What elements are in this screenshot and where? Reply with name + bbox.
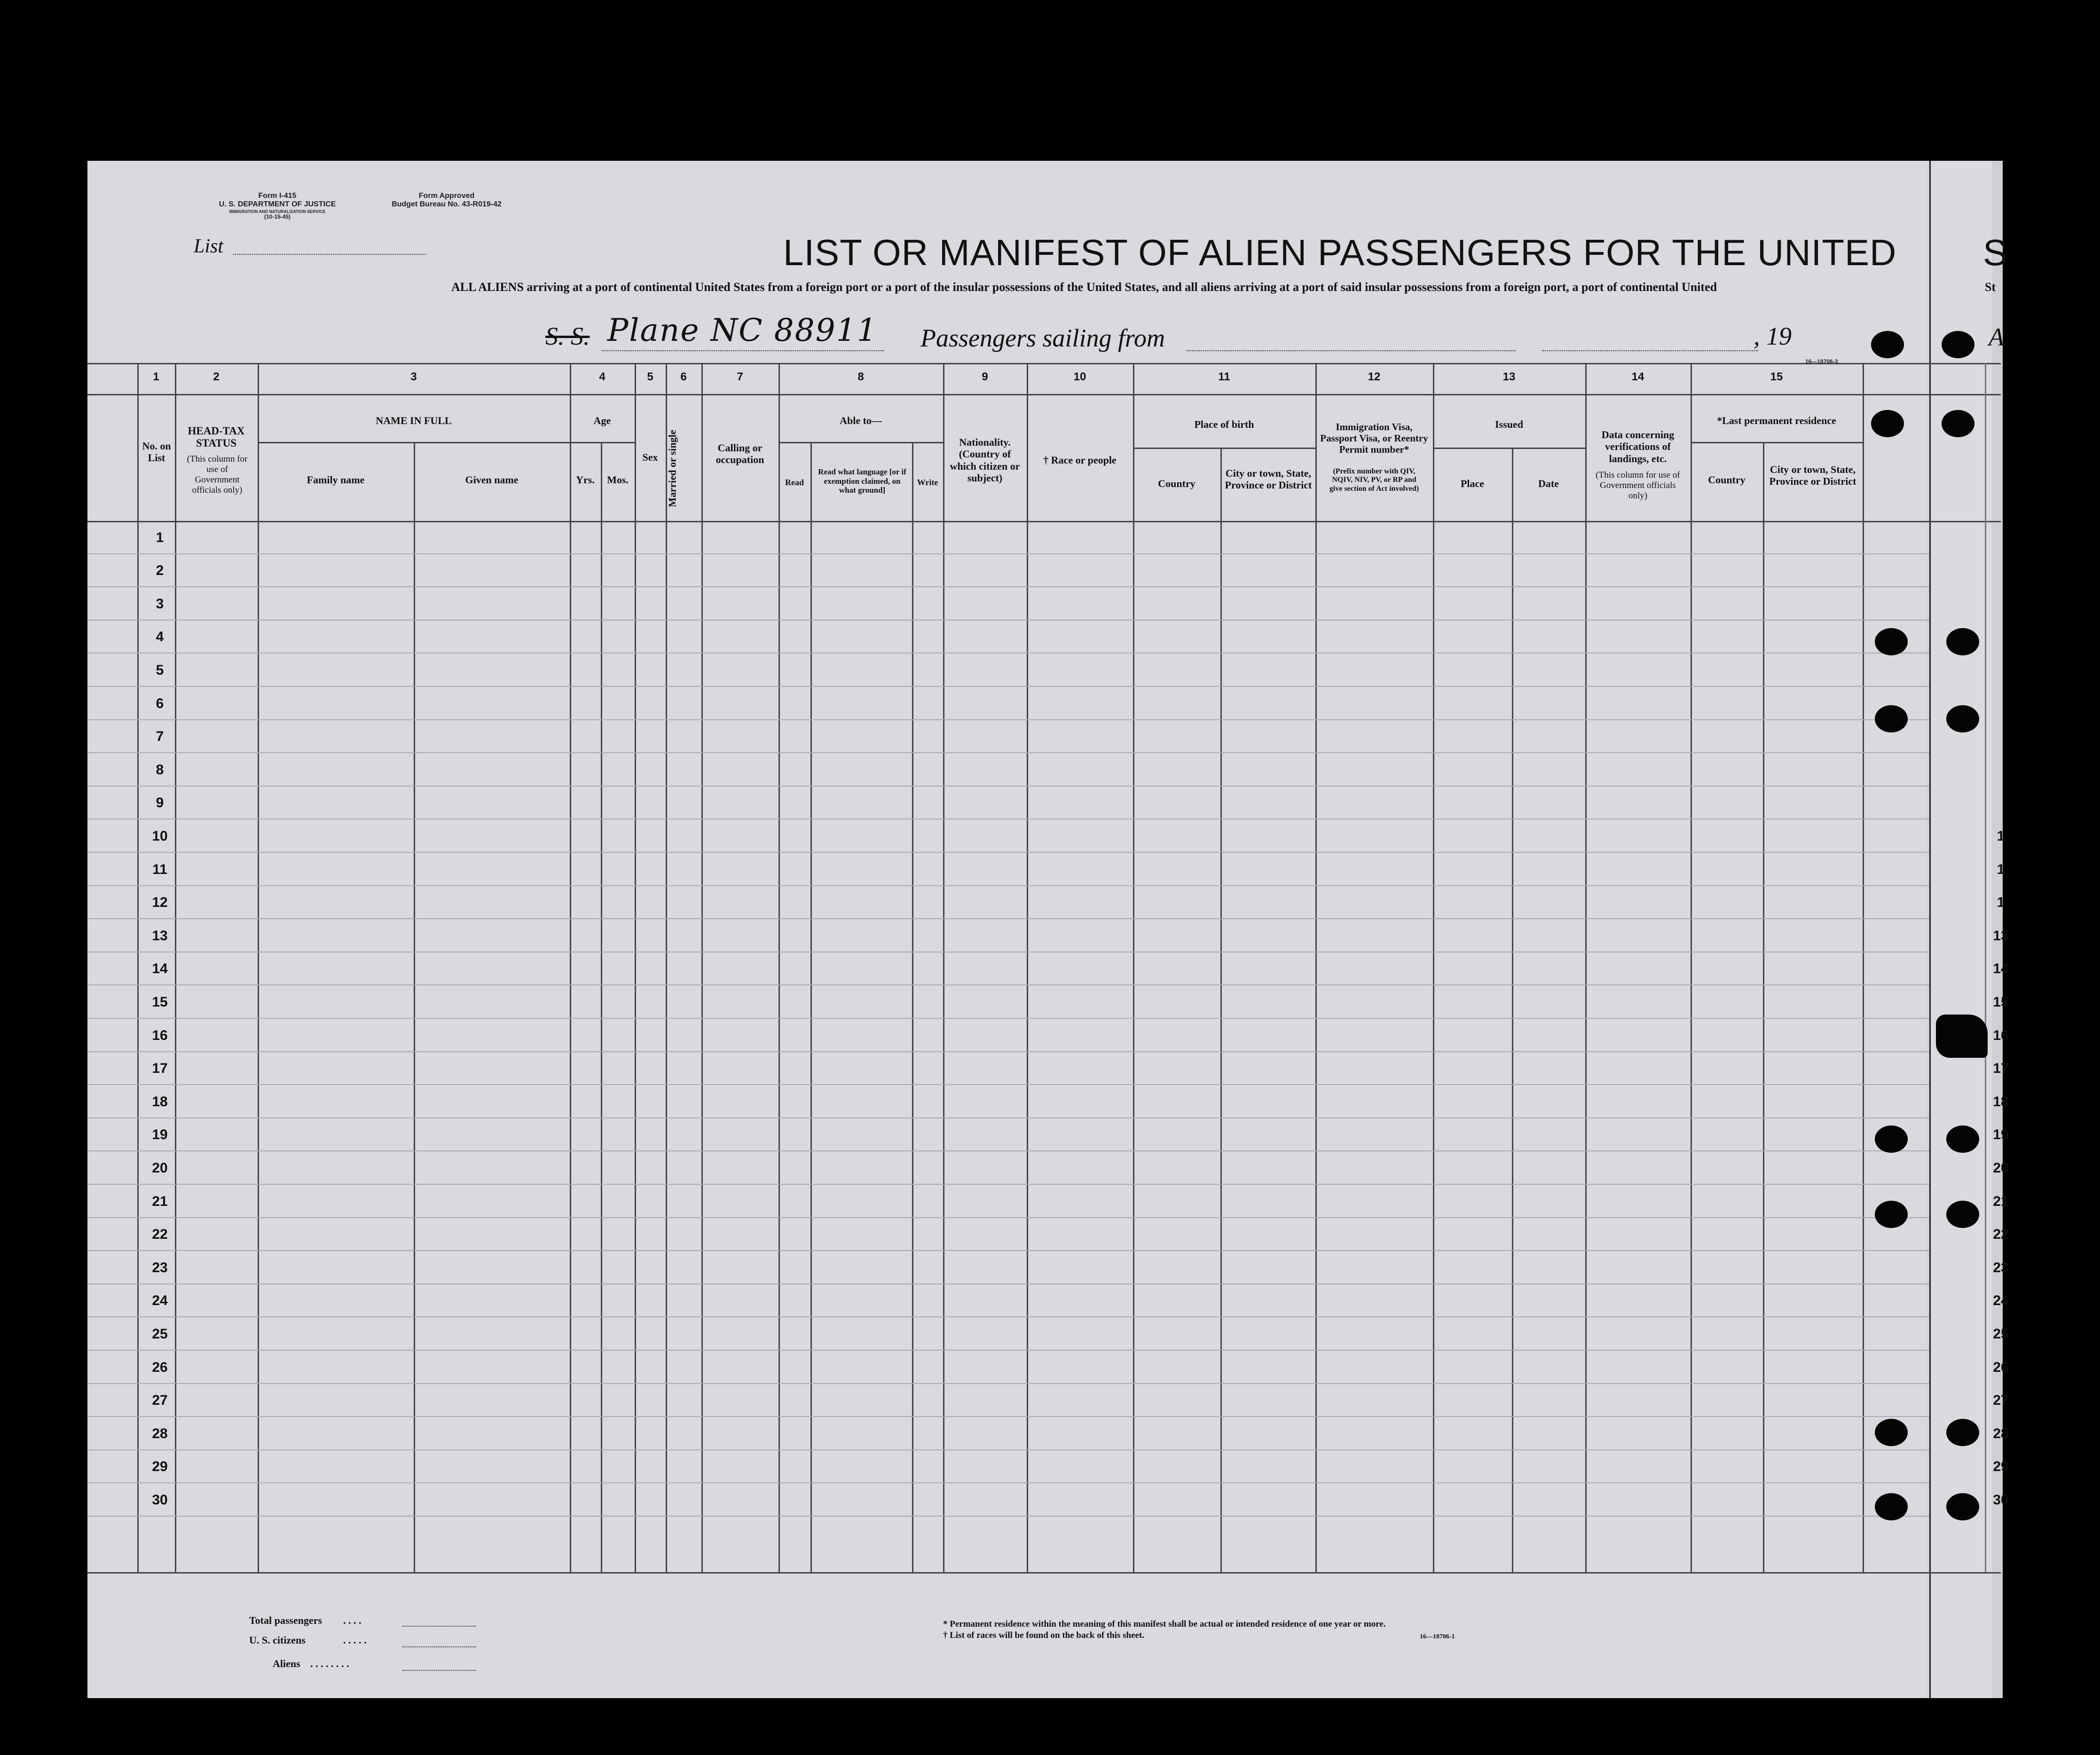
row-line [87,1150,1929,1151]
issued-date-header: Date [1538,478,1559,489]
place-of-birth-header: Place of birth [1194,418,1254,430]
row-number: 21 [152,1193,168,1209]
punch-hole [1946,1493,1979,1520]
given-name-header: Given name [465,474,519,486]
row-line [87,752,1929,753]
row-line [87,1283,1929,1284]
next-sheet-row-number: 1 [1997,828,2005,844]
column-number: 4 [599,370,606,383]
form-date-code: (10-15-45) [264,213,291,220]
next-sheet-row-number: 25 [1993,1326,2009,1342]
next-sheet-row-number: 13 [1993,928,2009,944]
family-name-header: Family name [307,474,365,486]
approval-block [376,192,517,209]
row-number: 12 [152,895,168,911]
row-number: 9 [156,795,164,811]
row-line [87,1217,1929,1218]
row-number: 29 [152,1459,168,1475]
ss-label: S. S. [545,322,590,350]
residence-country-header: Country [1708,474,1746,486]
col-divider [1985,363,1986,1572]
punch-hole [1875,1419,1908,1446]
head-tax-note: (This column for use of Government officials only) [187,454,248,495]
column-number: 7 [737,370,743,383]
col-divider [1315,363,1317,1572]
punch-hole [1875,1201,1908,1228]
row-number: 24 [152,1293,168,1309]
sailing-label: Passengers sailing from [920,324,1165,352]
visa-header: Immigration Visa, Passport Visa, or Reentry Permit number* [1320,421,1428,456]
column-number: 11 [1218,370,1230,383]
punch-hole [1946,628,1979,655]
next-sheet-row-number: 17 [1993,1061,2009,1077]
page-subtitle: ALL ALIENS arriving at a port of continental United States from a foreign port or a port of the insular possessions of the United States, and all aliens arriving at a port of said insular possessions from a foreign port, a port of continental United [451,280,1717,294]
next-sheet-row-number: 15 [1993,994,2009,1010]
row-line [87,586,1929,587]
department-name: U. S. DEPARTMENT OF JUSTICE [219,200,336,209]
row-line [87,1416,1929,1417]
row-number: 23 [152,1259,168,1275]
next-sheet-row-number: 27 [1993,1393,2009,1409]
table-bottom-border [87,1572,2001,1574]
col-divider [779,363,780,1572]
col-divider [1863,363,1864,1572]
row-line [87,984,1929,985]
row-number: 15 [152,994,168,1010]
sailing-from-field[interactable] [1187,350,1516,351]
column-number: 15 [1770,370,1783,383]
punch-hole [1946,1125,1979,1153]
next-sheet-row-number: 1 [1997,895,2005,911]
row-number: 25 [152,1326,168,1342]
write-header: Write [917,478,938,487]
col-divider [414,442,415,1572]
calling-header: Calling or occupation [716,442,764,466]
column-number: 5 [647,370,653,383]
read-language-header: Read what language [or if exemption claimed, on what ground] [818,467,906,495]
col-divider [1512,448,1513,1572]
column-number: 9 [982,370,988,383]
column-number: 10 [1073,370,1086,383]
row-number: 1 [156,529,164,545]
row-line [87,918,1929,919]
aliens-dots: . . . . . . . . [310,1658,349,1669]
next-sheet-row-number: 14 [1993,961,2009,977]
header-bottom-border [87,521,2001,522]
form-approved: Form Approved [418,192,475,200]
married-single-header: Married or single [666,430,678,507]
col-divider [701,363,703,1572]
row-line [87,885,1929,886]
row-number: 20 [152,1160,168,1176]
row-line [87,1449,1929,1450]
row-number: 7 [156,729,164,745]
punch-hole [1875,705,1908,732]
row-line [87,1516,1929,1517]
age-subheader-line [570,442,635,443]
us-citizens-label: U. S. citizens [249,1634,306,1646]
col-divider [570,363,571,1572]
next-sheet-year-fragment: A [1989,323,2004,351]
col-divider [1763,442,1764,1572]
aliens-label: Aliens [273,1658,300,1669]
visa-note: (Prefix number with QIV, NQIV, NIV, PV, or RP and give section of Act involved) [1329,467,1419,493]
row-number: 4 [156,629,164,645]
col-divider [666,363,667,1572]
next-sheet-title-fragment: S [1983,232,2008,273]
data-concerning-header: Data concerning verifications of landings, etc. [1601,429,1675,464]
col-divider [912,442,913,1572]
row-number: 8 [156,762,164,778]
row-number: 6 [156,695,164,711]
punch-hole [1871,410,1904,437]
sex-header: Sex [642,451,658,463]
column-number: 8 [857,370,864,383]
column-number: 6 [680,370,687,383]
row-line [87,1018,1929,1019]
ss-vessel-handwritten: Plane NC 88911 [607,312,878,348]
next-sheet-row-number: 26 [1993,1359,2009,1375]
punch-hole [1946,1419,1979,1446]
row-line [87,1250,1929,1251]
us-citizens-field[interactable] [402,1646,476,1647]
service-name: IMMIGRATION AND NATURALIZATION SERVICE [229,209,326,214]
list-label: List [194,236,224,257]
punch-hole [1875,628,1908,655]
row-line [87,852,1929,853]
name-in-full-header: NAME IN FULL [376,415,452,426]
row-line [87,719,1929,720]
punch-hole [1942,331,1974,358]
col-divider [1691,363,1692,1572]
row-line [87,620,1929,621]
row-line [87,686,1929,687]
age-header: Age [593,415,611,426]
page-title: LIST OR MANIFEST OF ALIEN PASSENGERS FOR THE UNITED [783,232,1897,273]
nationality-header: Nationality. (Country of which citizen or subject) [950,436,1020,484]
issued-header: Issued [1495,418,1523,430]
colnum-border [87,394,2001,395]
read-header: Read [785,478,804,487]
punch-hole [1942,410,1974,437]
footnote-races: † List of races will be found on the back of this sheet. [943,1630,1145,1640]
total-passengers-dots: . . . . [343,1614,362,1626]
no-on-list-header: No. on List [142,440,171,464]
column-number: 2 [213,370,220,383]
row-number: 27 [152,1393,168,1409]
ss-field-line [602,350,884,351]
row-number: 19 [152,1127,168,1143]
form-id-block [207,192,348,220]
us-citizens-dots: . . . . . [343,1634,367,1646]
col-divider [1220,448,1222,1572]
row-number: 28 [152,1425,168,1441]
row-line [87,1350,1929,1351]
column-number: 1 [153,370,159,383]
row-number: 13 [152,928,168,944]
total-passengers-label: Total passengers [249,1614,322,1626]
row-line [87,786,1929,787]
next-sheet-row-number: 16 [1993,1027,2009,1043]
next-sheet-row-number: 19 [1993,1127,2009,1143]
column-number: 12 [1368,370,1381,383]
print-code: 16—18706-3 [1805,358,1838,365]
col-divider [1133,363,1134,1572]
row-number: 14 [152,961,168,977]
column-number: 3 [410,370,417,383]
last-residence-header: *Last permanent residence [1717,415,1836,426]
column-number: 13 [1502,370,1516,383]
row-number: 30 [152,1492,168,1508]
col-divider [137,363,139,1572]
row-number: 2 [156,563,164,579]
next-sheet-row-number: 28 [1993,1425,2009,1441]
residence-city-header: City or town, State, Province or District [1769,464,1856,488]
next-sheet-row-number: 20 [1993,1160,2009,1176]
col-divider [1027,363,1028,1572]
footer-code: 16—18706-1 [1420,1633,1455,1640]
residence-subheader-line [1691,442,1863,443]
birth-city-header: City or town, State, Province or District [1225,467,1312,491]
next-sheet-row-number: 18 [1993,1094,2009,1110]
row-line [87,818,1929,819]
row-line [87,1084,1929,1085]
row-line [87,1051,1929,1052]
col-divider [601,442,602,1572]
age-years-header: Yrs. [576,474,595,486]
name-subheader-line [258,442,570,443]
row-line [87,553,1929,554]
row-line [87,1383,1929,1384]
age-months-header: Mos. [607,474,629,486]
col-divider [1585,363,1587,1572]
sailing-date-field[interactable] [1542,350,1758,351]
row-number: 18 [152,1094,168,1110]
birth-country-header: Country [1158,478,1196,489]
punch-hole [1871,331,1904,358]
row-line [87,1482,1929,1483]
able-subheader-line [779,442,943,443]
next-sheet-subtitle-fragment: St [1985,280,1996,294]
year-label: , 19 [1754,322,1792,350]
row-number: 10 [152,828,168,844]
total-passengers-field[interactable] [402,1626,476,1627]
next-sheet-row-number: 22 [1993,1227,2009,1243]
issued-subheader-line [1433,448,1585,449]
data-concerning-note: (This column for use of Government officials only) [1596,470,1680,501]
manifest-sheet [87,161,1929,1698]
row-line [87,1316,1929,1317]
footnote-residence: * Permanent residence within the meaning of this manifest shall be actual or intended residence of one year or more. [943,1619,1386,1629]
budget-number: Budget Bureau No. 43-R019-42 [392,200,502,209]
col-divider [258,363,259,1572]
torn-hole [1936,1015,1988,1058]
row-number: 17 [152,1061,168,1077]
punch-hole [1875,1493,1908,1520]
row-number: 3 [156,596,164,612]
next-sheet-row-number: 24 [1993,1293,2009,1309]
next-sheet-row-number: 30 [1993,1492,2009,1508]
col-divider [943,363,944,1572]
col-divider [810,442,812,1572]
race-header: † Race or people [1043,454,1117,466]
col-divider [635,363,636,1572]
list-number-field[interactable] [233,254,426,255]
aliens-field[interactable] [402,1670,476,1671]
column-number: 14 [1631,370,1644,383]
row-number: 11 [152,861,167,877]
table-top-border [87,363,2001,364]
head-tax-header: HEAD-TAX STATUS [188,425,245,449]
row-number: 26 [152,1359,168,1375]
birth-subheader-line [1133,448,1315,449]
issued-place-header: Place [1460,478,1485,489]
punch-hole [1875,1125,1908,1153]
form-number: Form I-415 [258,192,297,200]
punch-hole [1946,1201,1979,1228]
next-sheet-row-number: 23 [1993,1259,2009,1275]
row-number: 22 [152,1227,168,1243]
able-to-header: Able to— [840,415,882,426]
next-sheet-row-number: 29 [1993,1459,2009,1475]
next-sheet-row-number: 21 [1993,1193,2009,1209]
next-sheet-row-number: 1 [1997,861,2005,877]
adjacent-sheet-face [1929,161,1992,1698]
punch-hole [1946,705,1979,732]
col-divider [1433,363,1434,1572]
row-number: 5 [156,662,164,678]
row-line [87,1184,1929,1185]
row-number: 16 [152,1027,168,1043]
